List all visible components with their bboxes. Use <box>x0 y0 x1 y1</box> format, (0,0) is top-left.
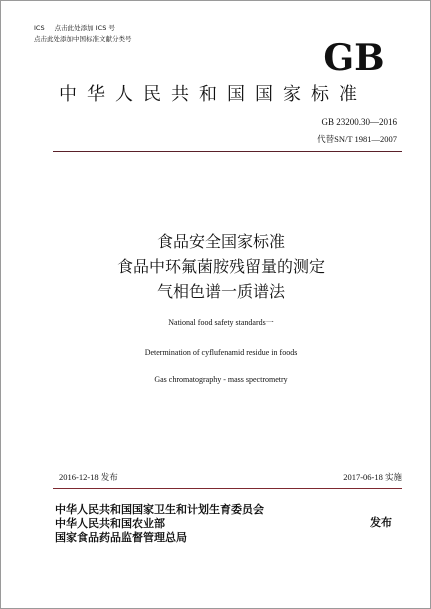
english-title-line-2: Determination of cyflufenamid residue in foods <box>144 348 298 357</box>
top-divider <box>53 151 402 152</box>
chinese-title-line-2: 食品中环氟菌胺残留量的测定 <box>116 257 325 276</box>
chinese-title-line-3: 气相色谱一质谱法 <box>156 282 285 301</box>
chinese-title-block <box>76 229 366 304</box>
implementation-date: 2017-06-18 实施 <box>343 472 402 482</box>
issue-date: 2016-12-18 发布 <box>59 472 118 482</box>
replaced-standard: 代替SN/T 1981—2007 <box>317 134 397 144</box>
chinese-title-line-1: 食品安全国家标准 <box>156 232 285 251</box>
issuer-agriculture-ministry: 中华人民共和国农业部 <box>55 517 165 530</box>
issuer-food-drug-administration: 国家食品药品监督管理总局 <box>55 531 187 544</box>
ics-label: ICS <box>34 24 45 32</box>
add-classification-link[interactable]: 点击此处添加中国标准文献分类号 <box>34 35 132 43</box>
gb-logo: GB <box>323 37 385 79</box>
english-title-line-1: National food safety standards一 <box>168 318 274 327</box>
ics-row <box>34 24 115 32</box>
add-ics-link[interactable]: 点击此处添加 ICS 号 <box>54 24 115 32</box>
national-standard-title: 中华人民共和国国家标准 <box>59 84 367 105</box>
standard-number: GB 23200.30—2016 <box>321 117 397 127</box>
english-title-line-3: Gas chromatography - mass spectrometry <box>154 375 288 384</box>
issuer-health-commission: 中华人民共和国国家卫生和计划生育委员会 <box>55 503 264 516</box>
bottom-divider <box>53 488 402 489</box>
publish-label: 发布 <box>370 516 392 529</box>
issuing-authorities <box>55 503 264 545</box>
